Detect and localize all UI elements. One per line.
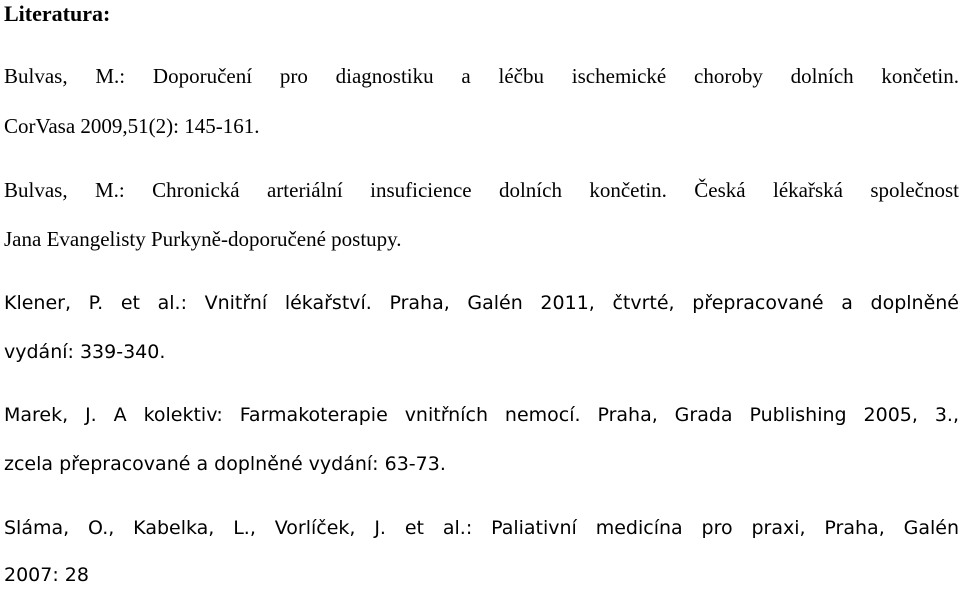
references-heading: Literatura: [4, 1, 111, 26]
reference-line: Jana Evangelisty Purkyně-doporučené postupy. [4, 227, 402, 251]
reference-line: CorVasa 2009,51(2): 145-161. [4, 114, 260, 138]
reference-line: Sláma, O., Kabelka, L., Vorlíček, J. et al.: Paliativní medicína pro praxi, Praha, Galén [4, 517, 959, 539]
reference-line: Marek, J. A kolektiv: Farmakoterapie vnitřních nemocí. Praha, Grada Publishing 2005, 3., [4, 404, 959, 426]
reference-line: zcela přepracované a doplněné vydání: 63-73. [4, 453, 446, 475]
reference-line: Klener, P. et al.: Vnitřní lékařství. Praha, Galén 2011, čtvrté, přepracované a doplněné [4, 292, 959, 314]
reference-line: Bulvas, M.: Doporučení pro diagnostiku a léčbu ischemické choroby dolních končetin. [4, 64, 959, 88]
reference-line: vydání: 339-340. [4, 341, 166, 363]
reference-line: 2007: 28 [4, 564, 89, 586]
reference-line: Bulvas, M.: Chronická arteriální insuficience dolních končetin. Česká lékařská společnost [4, 178, 959, 202]
